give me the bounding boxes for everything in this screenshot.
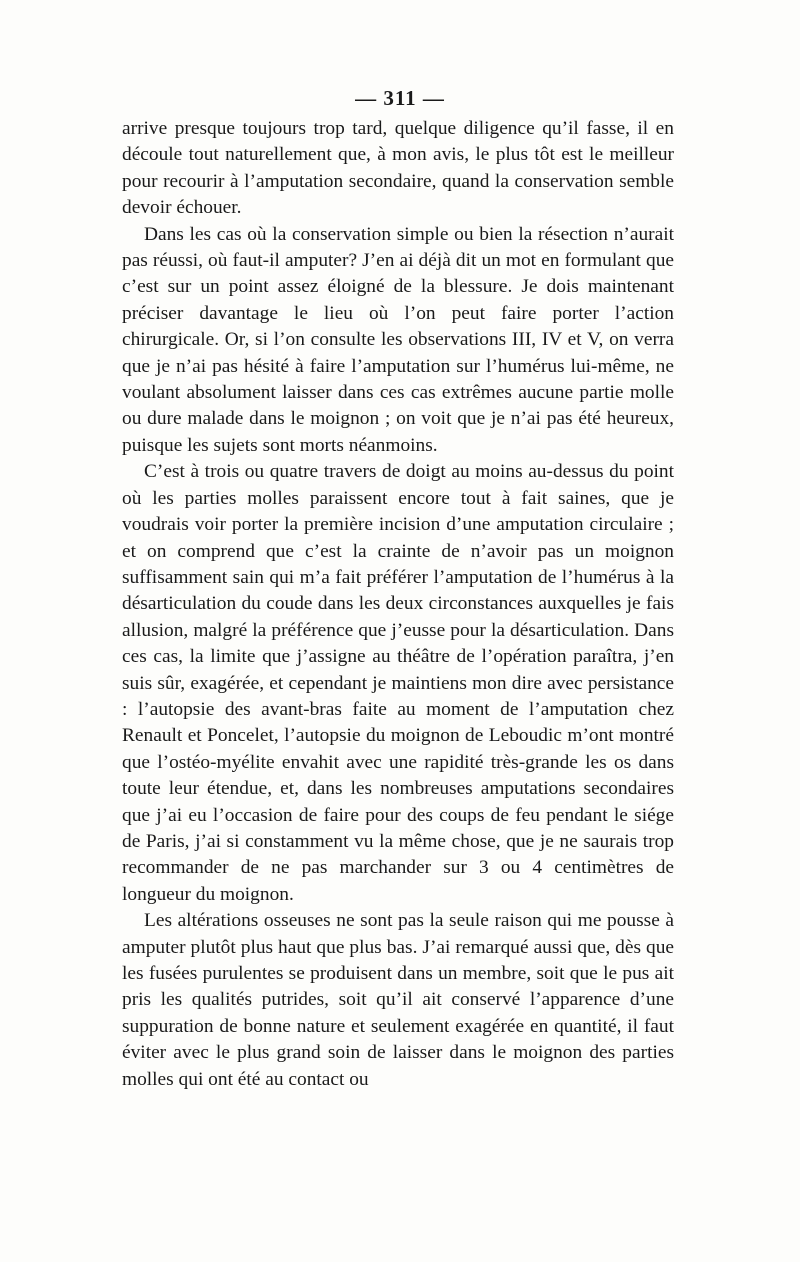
- paragraph-continued: arrive presque toujours trop tard, quelque diligence qu’il fasse, il en découle tout naturellement que, à mon avis, le plus tôt est le meilleur pour recourir à l’amputation secondaire, quand la conservation semble devoir échouer.: [122, 118, 674, 219]
- paragraph: Dans les cas où la conservation simple ou bien la résection n’aurait pas réussi, où faut-il amputer? J’en ai déjà dit un mot en formulant que c’est sur un point assez éloigné de la blessure. Je dois maintenant préciser davantage le lieu où l’on peut faire porter l’action chirurgicale. Or, si l’on consulte les observations III, IV et V, on verra que je n’ai pas hésité à faire l’amputation sur l’humérus lui-même, ne voulant absolument laisser dans ces cas extrêmes aucune partie molle ou dure malade dans le moignon ; on voit que je n’ai pas été heureux, puisque les sujets sont morts néanmoins.: [122, 223, 674, 456]
- paragraph: Les altérations osseuses ne sont pas la seule raison qui me pousse à amputer plutôt plus haut que plus bas. J’ai remarqué aussi que, dès que les fusées purulentes se produisent dans un membre, soit que le pus ait pris les qualités putrides, soit qu’il ait conservé l’apparence d’une suppuration de bonne nature et seulement exagérée en quantité, il faut éviter avec le plus grand soin de laisser dans le moignon des parties molles qui ont été au contact ou: [122, 910, 674, 1090]
- paragraph: C’est à trois ou quatre travers de doigt au moins au-dessus du point où les parties molles paraissent encore tout à fait saines, que je voudrais voir porter la première incision d’une amputation circulaire ; et on comprend que c’est la crainte de n’avoir pas un moignon suffisamment sain qui m’a fait préférer l’amputation de l’humérus à la désarticulation du coude dans les deux circonstances auxquelles je fais allusion, malgré la préférence que j’eusse pour la désarticulation. Dans ces cas, la limite que j’assigne au théâtre de l’opération paraîtra, j’en suis sûr, exagérée, et cependant je maintiens mon dire avec persistance : l’autopsie des avant-bras faite au moment de l’amputation chez Renault et Poncelet, l’autopsie du moignon de Leboudic m’ont montré que l’ostéo-myélite envahit avec une rapidité très-grande les os dans toute leur étendue, et, dans les nombreuses amputations secondaires que j’ai eu l’occasion de faire pour des coups de feu pendant le siége de Paris, j’ai si constamment vu la même chose, que je ne saurais trop recommander de ne pas marchander sur 3 ou 4 centimètres de longueur du moignon.: [122, 461, 674, 905]
- body-text: [122, 116, 674, 1093]
- page-number: — 311 —: [355, 86, 445, 110]
